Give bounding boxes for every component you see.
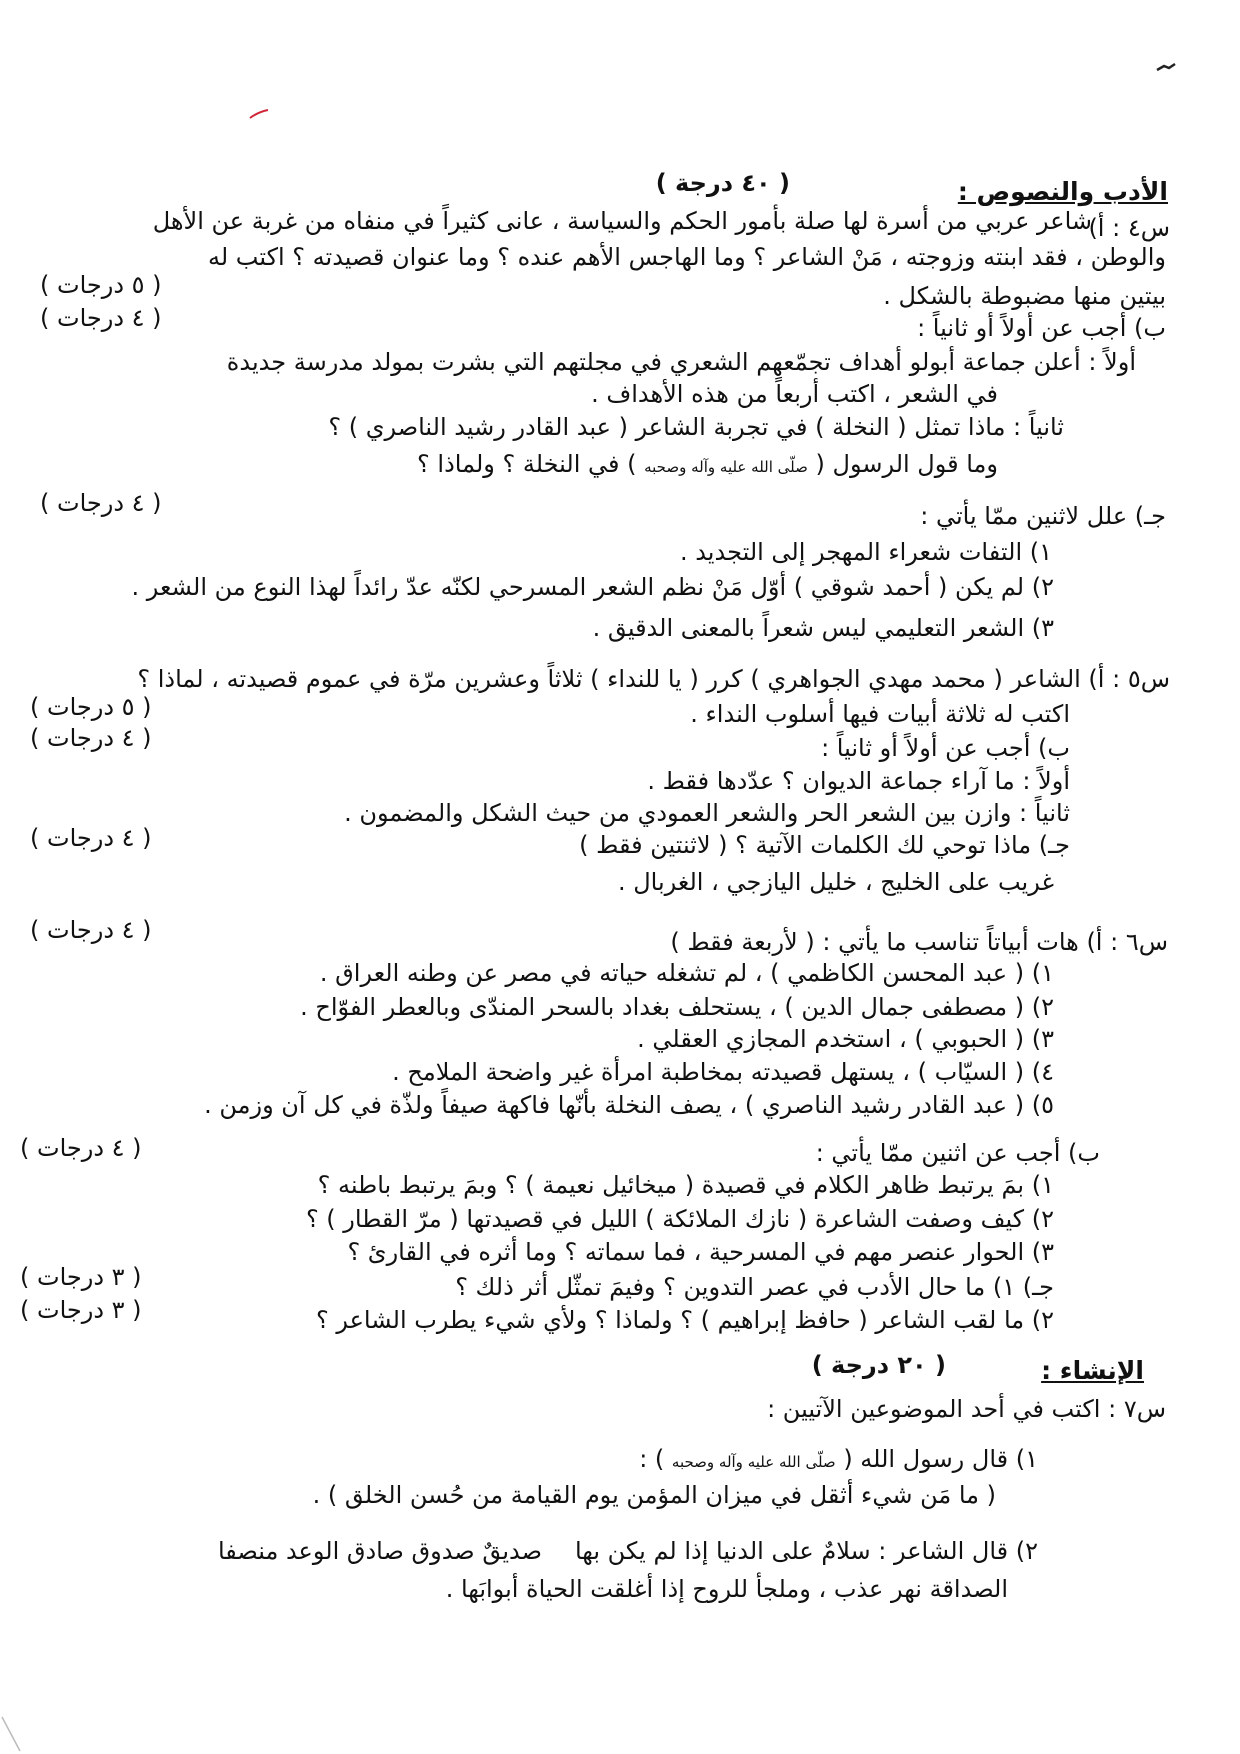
q4-a-label: س٤ : أ) bbox=[1088, 214, 1170, 242]
q7-prompt: س٧ : اكتب في أحد الموضوعين الآتيين : bbox=[767, 1395, 1166, 1423]
q4-b-second-line-2 bbox=[417, 449, 998, 482]
q6-a-item-2: ٢) ( مصطفى جمال الدين ) ، يستحلف بغداد بالسحر المندّى وبالعطر الفوّاح . bbox=[300, 993, 1054, 1021]
topic-2-verse-second-half: صديقٌ صدوق صادق الوعد منصفا bbox=[217, 1537, 542, 1565]
q6-b-marks: ( ٤ درجات ) bbox=[20, 1134, 142, 1162]
q4-a-marks: ( ٥ درجات ) bbox=[40, 271, 162, 299]
topic-1-part-a: ١) قال رسول الله ( bbox=[843, 1445, 1038, 1473]
q4-c-intro: جـ) علل لاثنين ممّا يأتي : bbox=[920, 502, 1166, 530]
topic-1-quote: ( ما مَن شيء أثقل في ميزان المؤمن يوم القيامة من حُسن الخلق ) . bbox=[312, 1481, 996, 1509]
topic-1-honorific: صلّى الله عليه وآله وصحبه bbox=[671, 1453, 836, 1471]
section-heading-literature: الأدب والنصوص : bbox=[957, 177, 1168, 206]
q4-c-item-1: ١) التفات شعراء المهجر إلى التجديد . bbox=[679, 538, 1052, 566]
q5-a-line-2: اكتب له ثلاثة أبيات فيها أسلوب النداء . bbox=[690, 700, 1070, 728]
q4-b-second-line-1: ثانياً : ماذا تمثل ( النخلة ) في تجربة الشاعر ( عبد القادر رشيد الناصري ) ؟ bbox=[328, 413, 1064, 441]
q5-b-first: أولاً : ما آراء جماعة الديوان ؟ عدّدها فقط . bbox=[647, 767, 1070, 795]
q6-a-item-1: ١) ( عبد المحسن الكاظمي ) ، لم تشغله حياته في مصر عن وطنه العراق . bbox=[319, 959, 1054, 987]
topic-2-prose: الصداقة نهر عذب ، وملجأ للروح إذا أغلقت الحياة أبوابَها . bbox=[445, 1575, 1008, 1603]
q5-c-words: غريب على الخليج ، خليل اليازجي ، الغربال . bbox=[617, 868, 1054, 896]
section-grade-composition: ( ٢٠ درجة ) bbox=[811, 1351, 946, 1379]
q4-b-second-part-c: ) في النخلة ؟ ولماذا ؟ bbox=[417, 450, 637, 478]
q5-b-second: ثانياً : وازن بين الشعر الحر والشعر العمودي من حيث الشكل والمضمون . bbox=[344, 799, 1070, 827]
q6-a-item-5: ٥) ( عبد القادر رشيد الناصري ) ، يصف النخلة بأنّها فاكهة صيفاً ولذّة في كل آن وزمن . bbox=[204, 1091, 1054, 1119]
q6-a-intro: س٦ : أ) هات أبياتاً تناسب ما يأتي : ( لأربعة فقط ) bbox=[670, 928, 1168, 956]
q5-b-marks: ( ٤ درجات ) bbox=[30, 724, 152, 752]
q4-b-marks: ( ٤ درجات ) bbox=[40, 304, 162, 332]
q6-a-marks: ( ٤ درجات ) bbox=[30, 916, 152, 944]
scan-mark-bottom-left bbox=[0, 1715, 30, 1754]
q4-a-line-3: بيتين منها مضبوطة بالشكل . bbox=[883, 282, 1166, 310]
q6-b-item-3: ٣) الحوار عنصر مهم في المسرحية ، فما سماته ؟ وما أثره في القارئ ؟ bbox=[347, 1238, 1054, 1266]
q4-b-intro: ب) أجب عن أولاً أو ثانياً : bbox=[917, 314, 1166, 342]
q6-b-intro: ب) أجب عن اثنين ممّا يأتي : bbox=[815, 1139, 1100, 1167]
q6-b-item-2: ٢) كيف وصفت الشاعرة ( نازك الملائكة ) الليل في قصيدتها ( مرّ القطار ) ؟ bbox=[305, 1205, 1054, 1233]
q5-b-intro: ب) أجب عن أولاً أو ثانياً : bbox=[821, 734, 1070, 762]
scan-mark-red bbox=[248, 108, 270, 120]
q4-a-line-1: شاعر عربي من أسرة لها صلة بأمور الحكم والسياسة ، عانى كثيراً في منفاه من غربة عن الأهل bbox=[152, 207, 1092, 235]
q4-c-item-2: ٢) لم يكن ( أحمد شوقي ) أوّل مَنْ نظم الشعر المسرحي لكنّه عدّ رائداً لهذا النوع من الشعر . bbox=[131, 573, 1054, 601]
topic-2-verse-first-half: ٢) قال الشاعر : سلامٌ على الدنيا إذا لم يكن بها bbox=[574, 1537, 1038, 1565]
q5-c-marks: ( ٤ درجات ) bbox=[30, 824, 152, 852]
scan-mark-top-right bbox=[1155, 62, 1177, 74]
q4-a-line-2: والوطن ، فقد ابنته وزوجته ، مَنْ الشاعر ؟ وما الهاجس الأهم عنده ؟ وما عنوان قصيدته ؟ اكتب له bbox=[207, 243, 1166, 271]
q6-c-marks-1: ( ٣ درجات ) bbox=[20, 1263, 142, 1291]
section-heading-composition: الإنشاء : bbox=[1041, 1356, 1144, 1385]
q6-c-item-1: جـ) ١) ما حال الأدب في عصر التدوين ؟ وفيمَ تمثّل أثر ذلك ؟ bbox=[455, 1273, 1054, 1301]
q4-c-item-3: ٣) الشعر التعليمي ليس شعراً بالمعنى الدقيق . bbox=[592, 614, 1054, 642]
q4-b-second-honorific: صلّى الله عليه وآله وصحبه bbox=[644, 458, 808, 476]
topic-1-part-c: ) : bbox=[639, 1445, 665, 1473]
q6-b-item-1: ١) بمَ يرتبط ظاهر الكلام في قصيدة ( ميخائيل نعيمة ) ؟ وبمَ يرتبط باطنه ؟ bbox=[317, 1171, 1054, 1199]
q5-a-line-1: س٥ : أ) الشاعر ( محمد مهدي الجواهري ) كرر ( يا للنداء ) ثلاثاً وعشرين مرّة في عموم قصيدته ، لماذا ؟ bbox=[137, 665, 1170, 693]
q6-c-item-2: ٢) ما لقب الشاعر ( حافظ إبراهيم ) ؟ ولماذا ؟ ولأي شيء يطرب الشاعر ؟ bbox=[316, 1306, 1054, 1334]
q4-b-first-line-2: في الشعر ، اكتب أربعاً من هذه الأهداف . bbox=[591, 380, 998, 408]
section-grade-literature: ( ٤٠ درجة ) bbox=[655, 169, 790, 197]
q4-b-first-line-1: أولاً : أعلن جماعة أبولو أهداف تجمّعهم الشعري في مجلتهم التي بشرت بمولد مدرسة جديدة bbox=[226, 348, 1136, 376]
q6-c-marks-2: ( ٣ درجات ) bbox=[20, 1296, 142, 1324]
q5-c-intro: جـ) ماذا توحي لك الكلمات الآتية ؟ ( لاثنتين فقط ) bbox=[579, 831, 1070, 859]
q4-b-second-part-a: وما قول الرسول ( bbox=[815, 450, 998, 478]
q6-a-item-3: ٣) ( الحبوبي ) ، استخدم المجازي العقلي . bbox=[637, 1025, 1054, 1053]
topic-1-intro bbox=[639, 1444, 1038, 1477]
q4-c-marks: ( ٤ درجات ) bbox=[40, 489, 162, 517]
q6-a-item-4: ٤) ( السيّاب ) ، يستهل قصيدته بمخاطبة امرأة غير واضحة الملامح . bbox=[392, 1058, 1054, 1086]
q5-a-marks: ( ٥ درجات ) bbox=[30, 693, 152, 721]
